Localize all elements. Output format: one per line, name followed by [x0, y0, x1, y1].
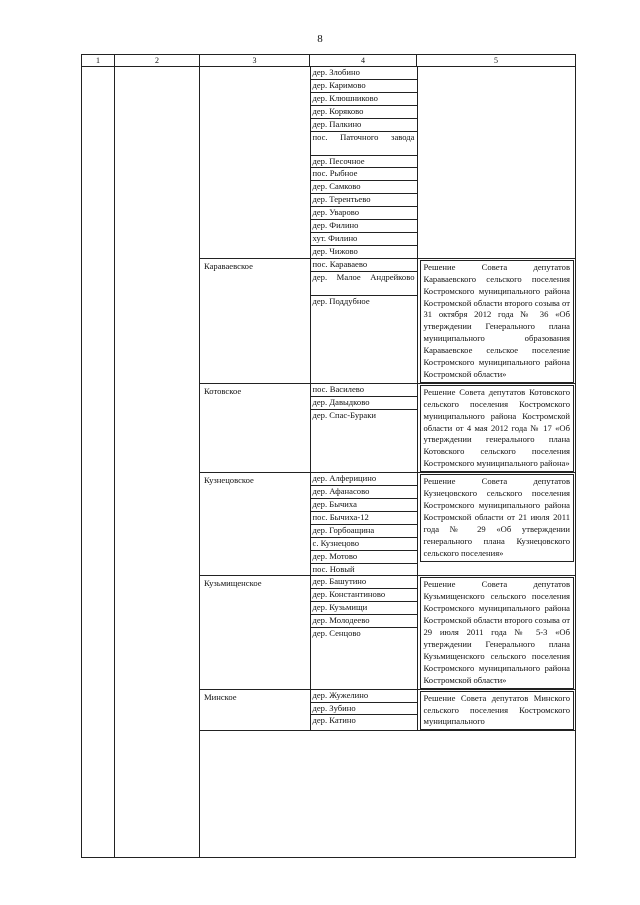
- settlement-name: Минское: [200, 690, 310, 731]
- location-item: дер. Мотово: [311, 550, 417, 563]
- location-item: дер. Катино: [312, 715, 356, 726]
- settlement-section: [200, 259, 576, 384]
- settlement-section: [200, 690, 576, 732]
- settlement-name: Котовское: [200, 384, 310, 473]
- locations-cell: [310, 576, 417, 689]
- column-header-1: 1: [82, 55, 115, 67]
- location-item: дер. Чижово: [312, 245, 358, 256]
- locations-list: [311, 690, 417, 728]
- settlement-name: Караваевское: [200, 259, 310, 384]
- location-item: пос. Василево: [311, 384, 417, 396]
- location-item: с. Кузнецово: [311, 537, 417, 550]
- settlement-section: [200, 67, 576, 259]
- location-item: дер. Башутино: [311, 576, 417, 588]
- location-item: дер. Песочное: [311, 155, 417, 168]
- decision-text: Решение Совета депутатов Котовского сельского поселения Костромского муниципального района Костромской области от 4 мая 2012 года № 17 «Об утверждении генерального плана Котовского сельского поселения Костромского муниципального района»: [420, 385, 575, 472]
- decision-cell: [417, 690, 576, 731]
- location-item: дер. Поддубное: [312, 295, 370, 306]
- decision-text: Решение Совета депутатов Кузнецовского сельского поселения Костромского муниципального района Костромской области от 21 июля 2011 года № 29 «Об утверждении генерального плана Кузнецовского сельского поселения»: [420, 474, 575, 561]
- locations-list: [311, 67, 417, 258]
- table-body-row: [82, 67, 576, 858]
- column-1-cell: [82, 67, 115, 858]
- location-item: дер. Афанасово: [311, 486, 417, 499]
- column-header-5: 5: [417, 55, 576, 67]
- locations-list: [311, 259, 417, 308]
- location-item: дер. Давыдково: [311, 396, 417, 409]
- location-item: пос. Паточного завода: [311, 131, 417, 155]
- locations-cell: [310, 67, 417, 258]
- decision-cell: [417, 473, 576, 576]
- column-header-3: 3: [200, 55, 310, 67]
- decision-text: Решение Совета депутатов Минского сельского поселения Костромского муниципального: [420, 691, 575, 731]
- location-item: дер. Самково: [311, 181, 417, 194]
- locations-cell: [310, 259, 417, 384]
- location-item: дер. Уварово: [311, 207, 417, 220]
- settlement-section: [200, 473, 576, 576]
- location-item: дер. Константиново: [311, 589, 417, 602]
- settlement-section: [200, 384, 576, 473]
- location-item: пос. Бычиха-12: [311, 511, 417, 524]
- column-header-4: 4: [310, 55, 417, 67]
- location-item: дер. Горбоащина: [311, 524, 417, 537]
- locations-cell: [310, 384, 417, 473]
- section-container: [200, 67, 576, 858]
- decision-cell: [417, 384, 576, 473]
- location-item: дер. Малое Андрейково: [311, 271, 417, 295]
- location-item: пос. Рыбное: [311, 168, 417, 181]
- column-header-2: 2: [115, 55, 200, 67]
- column-number-row: [82, 55, 576, 67]
- decision-cell: [417, 67, 576, 258]
- location-item: дер. Молодеево: [311, 615, 417, 628]
- page-number: 8: [317, 33, 323, 45]
- decision-text: Решение Совета депутатов Караваевского сельского поселения Костромского муниципального района Костромской области второго созыва от 31 октября 2012 года № 36 «Об утверждении Генерального плана муниципального образования Караваевское сельское поселение Костромского муниципального района Костромской области»: [420, 260, 575, 383]
- location-item: дер. Каримово: [311, 79, 417, 92]
- location-item: дер. Злобино: [311, 67, 417, 79]
- location-item: дер. Палкино: [311, 118, 417, 131]
- locations-list: [311, 384, 417, 422]
- location-item: пос. Новый: [312, 563, 355, 574]
- column-2-cell: [115, 67, 200, 858]
- location-item: дер. Клюшниково: [311, 92, 417, 105]
- location-item: дер. Сенцово: [312, 628, 361, 639]
- location-item: дер. Спас-Бураки: [312, 409, 377, 420]
- location-item: дер. Бычиха: [311, 499, 417, 512]
- locations-list: [311, 473, 417, 575]
- location-item: дер. Коряково: [311, 105, 417, 118]
- location-item: дер. Филино: [311, 220, 417, 233]
- settlement-section: [200, 576, 576, 689]
- locations-list: [311, 576, 417, 640]
- location-item: хут. Филино: [311, 232, 417, 245]
- location-item: дер. Кузьмищи: [311, 602, 417, 615]
- settlement-name: Кузнецовское: [200, 473, 310, 576]
- settlements-table: [81, 54, 576, 858]
- settlement-name: Кузьмищенское: [200, 576, 310, 689]
- location-item: дер. Алферицино: [311, 473, 417, 485]
- settlement-name: [200, 67, 310, 258]
- decision-cell: [417, 576, 576, 689]
- decision-cell: [417, 259, 576, 384]
- decision-text: Решение Совета депутатов Кузьмищенского сельского поселения Костромского муниципального района Костромской области второго созыва от 29 июля 2011 года № 5-3 «Об утверждении Генерального плана Кузьмищенского сельского поселения Костромского муниципального района Костромской области»: [420, 577, 575, 688]
- location-item: дер. Терентьево: [311, 194, 417, 207]
- locations-cell: [310, 473, 417, 576]
- location-item: дер. Жужелино: [311, 690, 417, 702]
- locations-cell: [310, 690, 417, 731]
- location-item: пос. Караваево: [311, 259, 417, 271]
- location-item: дер. Зубино: [311, 702, 417, 715]
